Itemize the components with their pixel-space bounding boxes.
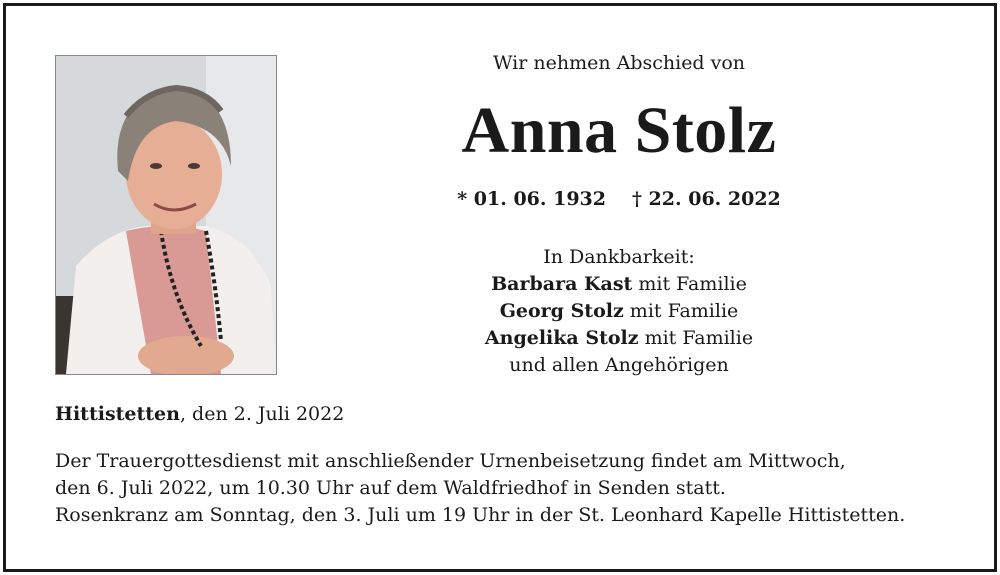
life-dates: [336, 188, 902, 210]
service-line: den 6. Juli 2022, um 10.30 Uhr auf dem Waldfriedhof in Senden statt.: [55, 477, 726, 499]
service-line: Rosenkranz am Sonntag, den 3. Juli um 19 Uhr in der St. Leonhard Kapelle Hittistetten.: [55, 504, 906, 526]
mourner-name: Barbara Kast: [491, 273, 633, 295]
mourner-line: [336, 325, 902, 352]
closing-line: und allen Angehörigen: [509, 354, 729, 376]
thanks-heading: In Dankbarkeit:: [543, 246, 695, 268]
mourner-line: [336, 271, 902, 298]
service-info: [55, 448, 965, 529]
place-name: Hittistetten: [55, 403, 180, 425]
service-line: Der Trauergottesdienst mit anschließender Urnenbeisetzung findet am Mittwoch,: [55, 450, 846, 472]
mourner-line: [336, 298, 902, 325]
notice-date: , den 2. Juli 2022: [179, 403, 345, 425]
mourners-block: [336, 244, 902, 379]
obituary-notice: [3, 3, 997, 572]
death-date: † 22. 06. 2022: [632, 188, 781, 210]
place-date-line: [55, 403, 344, 425]
mourner-name: Georg Stolz: [499, 300, 624, 322]
mourner-suffix: mit Familie: [638, 327, 754, 349]
birth-date: * 01. 06. 1932: [457, 188, 606, 210]
intro-line: Wir nehmen Abschied von: [492, 52, 746, 74]
deceased-name: Anna Stolz: [461, 94, 777, 167]
portrait-photo: [55, 55, 277, 375]
mourner-suffix: mit Familie: [632, 273, 747, 295]
mourner-name: Angelika Stolz: [484, 327, 639, 349]
mourner-suffix: mit Familie: [623, 300, 739, 322]
